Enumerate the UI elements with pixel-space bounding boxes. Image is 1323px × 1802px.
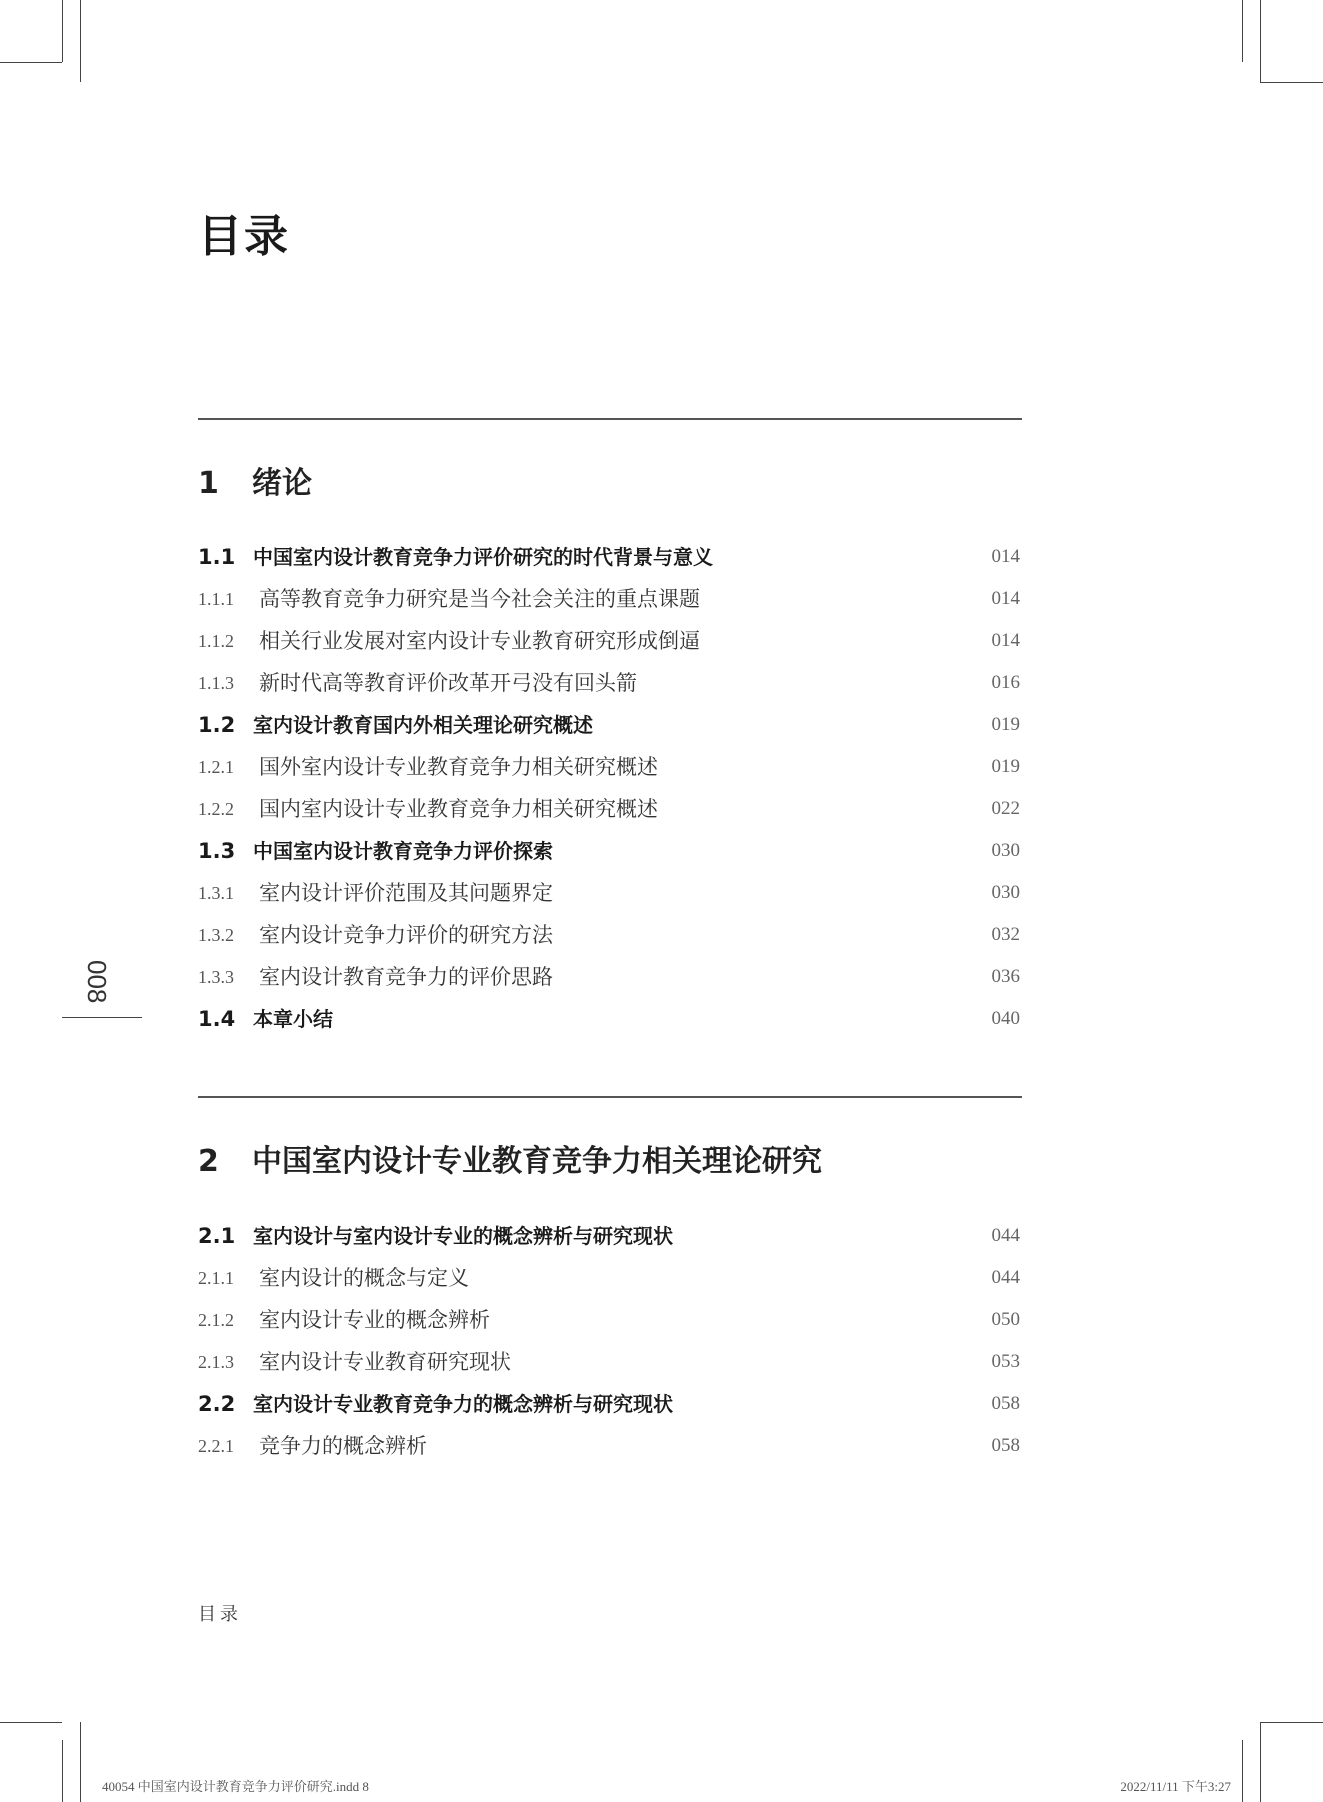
crop-mark [62,0,63,62]
toc-page-number: 053 [991,1351,1020,1372]
toc-section-entry [198,704,1022,746]
chapter-number: 2 [198,1144,219,1179]
toc-page-number: 044 [991,1225,1020,1246]
toc-page-number: 040 [991,1008,1020,1029]
toc-page-number: 050 [991,1309,1020,1330]
toc-page-number: 014 [991,588,1020,609]
chapter-number: 1 [198,466,219,501]
toc-page-number: 014 [991,630,1020,651]
crop-mark [1260,1722,1323,1723]
crop-mark [62,1740,63,1802]
toc-section-number: 2.1.2 [198,1310,234,1330]
toc-section-entry [198,1215,1022,1257]
toc-page-number: 016 [991,672,1020,693]
toc-section-number: 2.1 [198,1224,236,1248]
toc-page-number: 014 [991,546,1020,567]
crop-mark [0,1722,62,1723]
toc-section-number: 1.1 [198,545,236,569]
toc-subsection-entry [198,746,1022,788]
crop-mark [1242,0,1243,62]
toc-page-number: 058 [991,1393,1020,1414]
toc-entry-title: 国外室内设计专业教育竞争力相关研究概述 [259,755,658,779]
toc-section-number: 2.2 [198,1392,236,1416]
toc-entry-title: 室内设计与室内设计专业的概念辨析与研究现状 [253,1224,673,1248]
toc-page-number: 022 [991,798,1020,819]
toc-section-number: 1.3.2 [198,925,234,945]
toc-page-number: 058 [991,1435,1020,1456]
toc-section-number: 2.1.1 [198,1268,234,1288]
toc-subsection-entry [198,1341,1022,1383]
toc-list [198,1215,1022,1467]
toc-entry-title: 竞争力的概念辨析 [259,1434,427,1458]
toc-subsection-entry [198,578,1022,620]
toc-subsection-entry [198,914,1022,956]
toc-subsection-entry [198,620,1022,662]
toc-page-number: 044 [991,1267,1020,1288]
toc-entry-title: 室内设计竞争力评价的研究方法 [259,923,553,947]
toc-section-number: 1.3.1 [198,883,234,903]
toc-entry-title: 高等教育竞争力研究是当今社会关注的重点课题 [259,587,700,611]
toc-section-number: 1.2.1 [198,757,234,777]
toc-list [198,536,1022,1040]
crop-mark [1260,1722,1261,1802]
chapter-title: 绪论 [252,466,312,501]
toc-section-number: 1.2 [198,713,236,737]
toc-entry-title: 中国室内设计教育竞争力评价研究的时代背景与意义 [253,545,713,569]
toc-section-number: 1.1.1 [198,589,234,609]
chapter-heading [198,458,312,502]
toc-section-number: 1.2.2 [198,799,234,819]
toc-subsection-entry [198,1425,1022,1467]
crop-mark [80,1722,81,1802]
toc-subsection-entry [198,1299,1022,1341]
chapter-heading [198,1136,822,1180]
toc-entry-title: 本章小结 [253,1007,333,1031]
slug-left: 40054 中国室内设计教育竞争力评价研究.indd 8 [102,1779,369,1794]
toc-subsection-entry [198,662,1022,704]
toc-section-number: 1.1.2 [198,631,234,651]
crop-mark [1242,1740,1243,1802]
toc-section-number: 1.4 [198,1007,236,1031]
chapter-divider [198,1096,1022,1098]
toc-page-number: 036 [991,966,1020,987]
toc-entry-title: 中国室内设计教育竞争力评价探索 [253,839,553,863]
toc-page-number: 019 [991,714,1020,735]
toc-entry-title: 室内设计专业的概念辨析 [259,1308,490,1332]
crop-mark [0,62,62,63]
toc-entry-title: 新时代高等教育评价改革开弓没有回头箭 [259,671,637,695]
toc-section-number: 1.3.3 [198,967,234,987]
toc-section-number: 2.2.1 [198,1436,234,1456]
page-number: 008 [82,960,112,1004]
toc-page-number: 030 [991,840,1020,861]
page-title: 目录 [198,211,290,262]
chapter-divider [198,418,1022,420]
running-footer: 目录 [198,1604,242,1625]
toc-section-entry [198,998,1022,1040]
toc-entry-title: 相关行业发展对室内设计专业教育研究形成倒逼 [259,629,700,653]
toc-section-number: 1.1.3 [198,673,234,693]
toc-subsection-entry [198,956,1022,998]
toc-entry-title: 室内设计专业教育竞争力的概念辨析与研究现状 [253,1392,673,1416]
crop-mark [1260,0,1261,82]
toc-entry-title: 室内设计专业教育研究现状 [259,1350,511,1374]
toc-page-number: 019 [991,756,1020,777]
toc-entry-title: 国内室内设计专业教育竞争力相关研究概述 [259,797,658,821]
toc-entry-title: 室内设计评价范围及其问题界定 [259,881,553,905]
toc-section-number: 1.3 [198,839,236,863]
crop-mark [80,0,81,82]
toc-entry-title: 室内设计教育竞争力的评价思路 [259,965,553,989]
toc-entry-title: 室内设计的概念与定义 [259,1266,469,1290]
crop-mark [1260,82,1323,83]
chapter-title: 中国室内设计专业教育竞争力相关理论研究 [252,1144,822,1179]
toc-section-number: 2.1.3 [198,1352,234,1372]
slug-right: 2022/11/11 下午3:27 [1120,1779,1231,1794]
toc-entry-title: 室内设计教育国内外相关理论研究概述 [253,713,593,737]
toc-page-number: 032 [991,924,1020,945]
toc-section-entry [198,536,1022,578]
folio-rule [62,1017,142,1018]
toc-subsection-entry [198,872,1022,914]
toc-subsection-entry [198,788,1022,830]
toc-subsection-entry [198,1257,1022,1299]
toc-section-entry [198,1383,1022,1425]
toc-page-number: 030 [991,882,1020,903]
toc-section-entry [198,830,1022,872]
